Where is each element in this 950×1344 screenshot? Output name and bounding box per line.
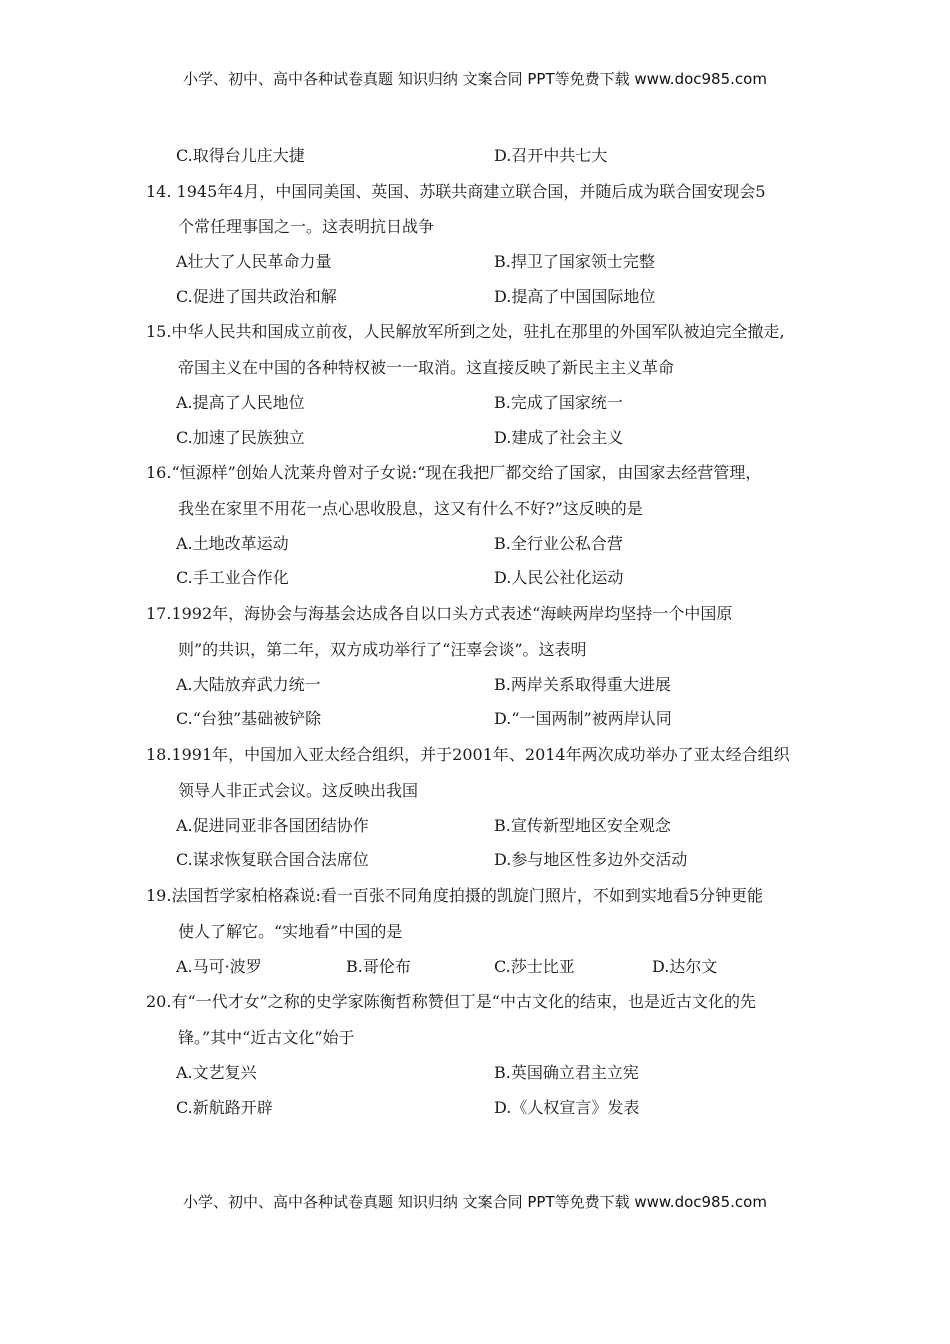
q20-option-b: B.英国确立君主立宪 <box>494 1063 639 1082</box>
q16-stem-line2: 我坐在家里不用花一点心思收股息，这又有什么不好?”这反映的是 <box>178 499 643 518</box>
q20-option-a: A.文艺复兴 <box>176 1063 257 1082</box>
q20-option-c: C.新航路开辟 <box>176 1098 273 1117</box>
q20-stem-line2: 锋。”其中“近古文化”始于 <box>178 1028 355 1047</box>
header-banner: 小学、初中、高中各种试卷真题 知识归纳 文案合同 PPT等免费下载 www.doc985.com <box>183 70 767 88</box>
q16-option-a: A.土地改革运动 <box>176 534 289 553</box>
q17-option-d: D.“一国两制”被两岸认同 <box>494 709 672 728</box>
q13-option-c: C.取得台儿庄大捷 <box>176 146 305 165</box>
q19-option-c: C.莎士比亚 <box>494 957 575 976</box>
q15-stem-line2: 帝国主义在中国的各种特权被一一取消。这直接反映了新民主主义革命 <box>178 358 675 377</box>
q17-stem-line2: 则”的共识，第二年，双方成功举行了“汪辜会谈”。这表明 <box>178 640 587 659</box>
q15-option-a: A.提高了人民地位 <box>176 393 305 412</box>
q14-stem-line1: 14. 1945年4月，中国同美国、英国、苏联共商建立联合国，并随后成为联合国安现会5 <box>146 182 766 201</box>
q14-option-a: A壮大了人民革命力量 <box>176 252 332 271</box>
q14-option-c: C.促进了国共政治和解 <box>176 287 337 306</box>
q18-stem-line1: 18.1991年，中国加入亚太经合组织，并于2001年、2014年两次成功举办了亚太经合组织 <box>146 745 790 764</box>
q17-option-b: B.两岸关系取得重大进展 <box>494 675 671 694</box>
q19-option-b: B.哥伦布 <box>346 957 411 976</box>
q18-option-b: B.宣传新型地区安全观念 <box>494 816 671 835</box>
q16-stem-line1: 16.“恒源样”创始人沈莱舟曾对子女说:“现在我把厂都交给了国家，由国家去经营管理， <box>146 463 762 482</box>
q14-stem-line2: 个常任理事国之一。这表明抗日战争 <box>178 217 435 236</box>
q15-option-d: D.建成了社会主义 <box>494 428 624 447</box>
q16-option-d: D.人民公社化运动 <box>494 568 624 587</box>
q19-option-d: D.达尔文 <box>652 957 718 976</box>
q14-option-b: B.捍卫了国家领士完整 <box>494 252 655 271</box>
q16-option-c: C.手工业合作化 <box>176 568 289 587</box>
q17-option-c: C.“台独”基础被铲除 <box>176 709 322 728</box>
q17-stem-line1: 17.1992年，海协会与海基会达成各自以口头方式表述“海峡两岸均坚持一个中国原 <box>146 604 733 623</box>
q19-stem-line1: 19.法国哲学家柏格森说:看一百张不同角度拍摄的凯旋门照片，不如到实地看5分钟更能 <box>146 886 764 905</box>
q19-stem-line2: 使人了解它。“实地看”中国的是 <box>178 922 403 941</box>
q13-option-d: D.召开中共七大 <box>494 146 608 165</box>
footer-banner: 小学、初中、高中各种试卷真题 知识归纳 文案合同 PPT等免费下载 www.doc985.com <box>183 1193 767 1211</box>
q18-option-c: C.谋求恢复联合国合法席位 <box>176 850 369 869</box>
q16-option-b: B.全行业公私合营 <box>494 534 623 553</box>
q15-option-b: B.完成了国家统一 <box>494 393 623 412</box>
q18-option-d: D.参与地区性多边外交活动 <box>494 850 688 869</box>
q17-option-a: A.大陆放弃武力统一 <box>176 675 321 694</box>
q15-option-c: C.加速了民族独立 <box>176 428 305 447</box>
q20-stem-line1: 20.有“一代才女”之称的史学家陈衡哲称赞但丁是“中古文化的结束，也是近古文化的先 <box>146 992 756 1011</box>
q18-stem-line2: 领导人非正式会议。这反映出我国 <box>178 781 419 800</box>
q15-stem-line1: 15.中华人民共和国成立前夜，人民解放军所到之处，驻扎在那里的外国军队被迫完全撤走, <box>146 322 785 341</box>
q14-option-d: D.提高了中国国际地位 <box>494 287 656 306</box>
q18-option-a: A.促进同亚非各国团结协作 <box>176 816 369 835</box>
q20-option-d: D.《人权宣言》发表 <box>494 1098 640 1117</box>
q19-option-a: A.马可·波罗 <box>176 957 262 976</box>
